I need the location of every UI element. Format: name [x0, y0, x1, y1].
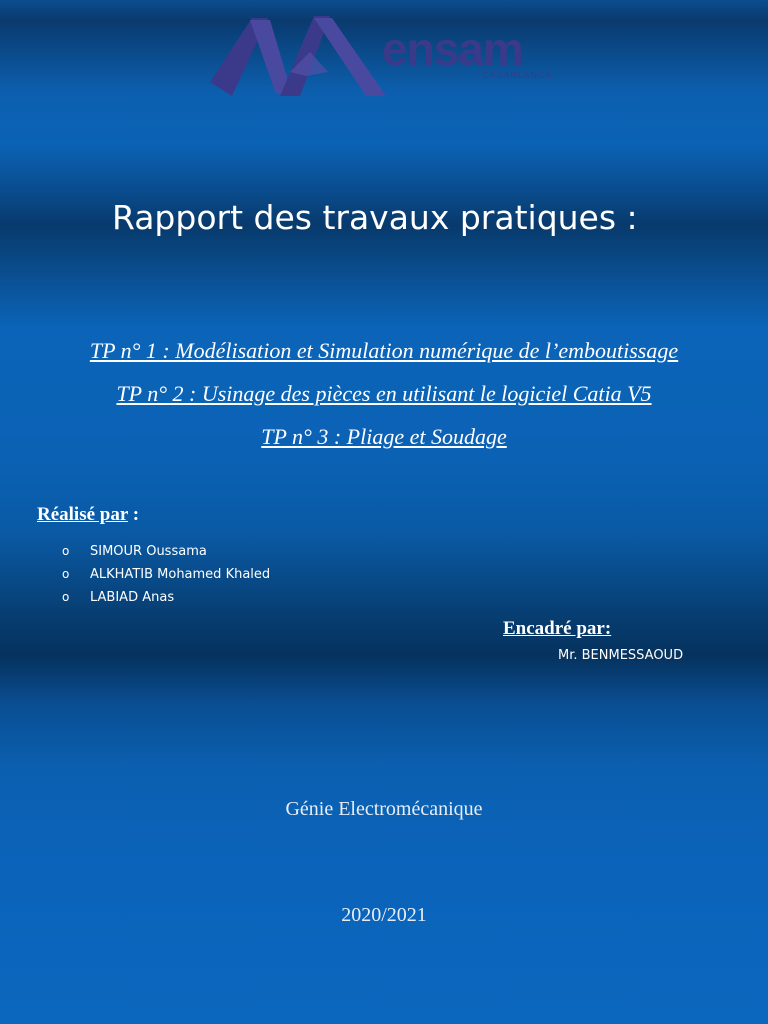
practical-3: TP n° 3 : Pliage et Soudage	[261, 424, 507, 449]
supervisor-name: Mr. BENMESSAOUD	[558, 648, 684, 663]
list-item	[62, 541, 270, 564]
authors-label: Réalisé par	[37, 504, 128, 525]
academic-year: 2020/2021	[341, 904, 427, 926]
bullet-icon: o	[62, 544, 70, 558]
author-name: SIMOUR Oussama	[90, 544, 207, 559]
report-title: Rapport des travaux pratiques :	[112, 198, 638, 237]
list-item	[62, 587, 270, 610]
bullet-icon: o	[62, 590, 70, 604]
authors-label-suffix: :	[127, 504, 140, 525]
author-name: LABIAD Anas	[90, 590, 175, 605]
supervisor-heading: Encadré par:	[503, 618, 612, 639]
author-name: ALKHATIB Mohamed Khaled	[90, 567, 271, 582]
bullet-icon: o	[62, 567, 70, 581]
department: Génie Electromécanique	[285, 798, 483, 820]
ensam-logo-mark	[210, 12, 390, 102]
authors-list	[62, 541, 270, 610]
authors-heading	[37, 504, 139, 526]
logo-subtitle: CASABLANCA	[482, 70, 553, 80]
practical-1: TP n° 1 : Modélisation et Simulation numérique de l’emboutissage	[89, 338, 679, 363]
practical-2: TP n° 2 : Usinage des pièces en utilisant le logiciel Catia V5	[116, 381, 652, 406]
list-item	[62, 564, 270, 587]
logo-wordmark: ensam	[382, 23, 523, 75]
